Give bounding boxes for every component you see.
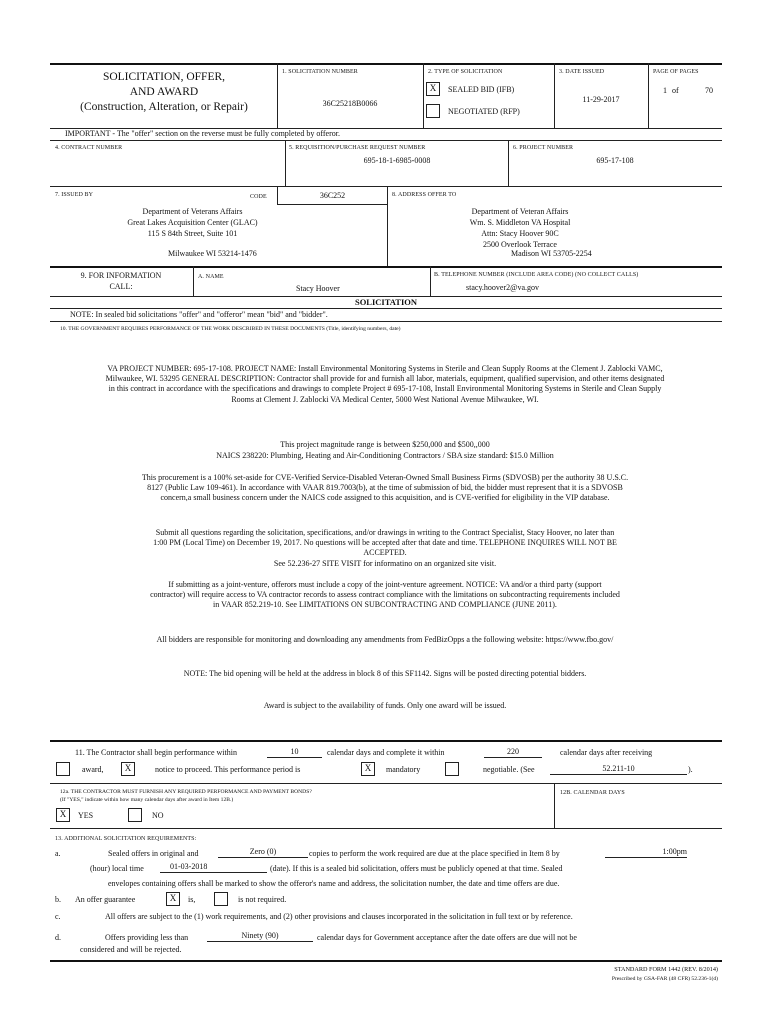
item-d-text-2: calendar days for Government acceptance after the date offers are due will not be: [317, 933, 577, 942]
form-identifier: STANDARD FORM 1442 (REV. 8/2014): [614, 966, 718, 973]
address-offer-line-1: Department of Veteran Affairs: [471, 207, 569, 216]
date-issued-label: 3. DATE ISSUED: [559, 69, 605, 75]
complete-days: 220: [484, 747, 542, 758]
guarantee-is-label: is,: [188, 895, 196, 904]
issued-by-code: 36C252: [319, 191, 346, 200]
guarantee-not-checkbox[interactable]: [214, 892, 228, 906]
item-d-text-3: considered and will be rejected.: [80, 945, 182, 954]
solicitation-number-label: 1. SOLICITATION NUMBER: [282, 69, 358, 75]
information-call-line-2: CALL:: [109, 282, 133, 291]
address-offer-label: 8. ADDRESS OFFER TO: [392, 192, 457, 198]
address-offer-line-2: Wm. S. Middleton VA Hospital: [469, 218, 571, 227]
prescribed-by: Prescribed by GSA-FAR (48 CFR) 52.236-1(d): [611, 976, 718, 982]
information-call-label: [52, 270, 190, 292]
contact-email: stacy.hoover2@va.gov: [466, 283, 540, 292]
block10-label: 10. THE GOVERNMENT REQUIRES PERFORMANCE OF THE WORK DESCRIBED IN THESE DOCUMENTS (Title, identifying numbers, date): [60, 326, 401, 332]
date-issued: 11-29-2017: [582, 95, 620, 104]
begin-days: 10: [267, 747, 322, 758]
issued-by-label: 7. ISSUED BY: [55, 192, 94, 198]
item-a-text-4: (date). If this is a sealed bid solicitation, offers must be publicly opened at that time. Sealed: [270, 864, 563, 873]
guarantee-is-checkbox[interactable]: X: [166, 892, 180, 906]
description-set-aside: This procurement is a 100% set-aside for CVE-Verified Service-Disabled Veteran-Owned Small Business Firms (SDVOSB) per the authority 38 U.S.C. 8127 (Public Law 109-461). In accordance with VAAR 819.7003(b), at the time of submission of bid, the bidder must represent that it is a SDVOSB concern,a small business concern under the NAICS code assigned to this acquisition, and is CVE-verified for eligibility in the VIP database.: [141, 473, 629, 503]
issued-by-city: Milwaukee WI 53214-1476: [168, 249, 257, 258]
block11-text-1: 11. The Contractor shall begin performance within: [75, 748, 237, 757]
notice-to-proceed-label: notice to proceed. This performance period is: [155, 765, 301, 774]
sealed-bid-label: SEALED BID (IFB): [448, 85, 515, 94]
issued-by-code-label: CODE: [250, 194, 267, 200]
page-number: 1: [663, 86, 667, 95]
item-b-letter: b.: [55, 895, 61, 904]
block11-text-2: calendar days and complete it within: [327, 748, 445, 757]
description-award: Award is subject to the availability of funds. Only one award will be issued.: [263, 701, 507, 710]
description-site-visit: See 52.236-27 SITE VISIT for informatino on an organized site visit.: [273, 559, 497, 568]
item-a-letter: a.: [55, 849, 61, 858]
description-magnitude: This project magnitude range is between $250,000 and $500,,000: [280, 440, 490, 449]
form-title-line-3: (Construction, Alteration, or Repair): [80, 101, 248, 113]
mandatory-checkbox[interactable]: X: [361, 762, 375, 776]
award-checkbox[interactable]: [56, 762, 70, 776]
description-questions: Submit all questions regarding the solicitation, specifications, and/or drawings in writing to the Contract Specialist, Stacy Hoover, no later than 1:00 PM (Local Time) on December 19, 2017. No questions will be accepted after that date and time. TELEPHONE INQUIRES WILL NOT BE ACCEPTED.: [153, 528, 617, 558]
calendar-days-label: 12B. CALENDAR DAYS: [560, 790, 625, 796]
telephone-label: B. TELEPHONE NUMBER (INCLUDE AREA CODE) (NO COLLECT CALLS): [434, 272, 639, 278]
item-d-letter: d.: [55, 933, 61, 942]
address-offer-city: Madison WI 53705-2254: [511, 249, 592, 258]
issued-by-address: [55, 206, 330, 239]
item-a-text-2: copies to perform the work required are due at the place specified in Item 8 by: [309, 849, 560, 858]
bonds-yes-label: YES: [78, 811, 94, 820]
information-call-line-1: 9. FOR INFORMATION: [80, 271, 162, 280]
project-number-label: 6. PROJECT NUMBER: [513, 145, 574, 151]
description-joint-venture: If submitting as a joint-venture, offerors must include a copy of the joint-venture agreement. NOTICE: VA and/or a third party (support contractor) will require access to VA contractor records to assess contract compliance with the limitations on subcontracting requirements included in VAAR 852.219-10. See LIMITATIONS ON SUBCONTRACTING AND COMPLIANCE (JUNE 2011).: [150, 580, 620, 610]
copies-count: Zero (0): [218, 847, 308, 858]
mandatory-label: mandatory: [386, 765, 421, 774]
contact-name-label: A. NAME: [198, 274, 224, 280]
total-pages: 70: [705, 86, 713, 95]
description-naics: NAICS 238220: Plumbing, Heating and Air-Conditioning Contractors / SBA size standard: $15.0 Million: [216, 451, 554, 460]
item-a-text-3: (hour) local time: [90, 864, 144, 873]
item-a-text-5: envelopes containing offers shall be marked to show the offeror's name and address, the solicitation number, the date and time offers are due.: [108, 879, 560, 888]
notice-to-proceed-checkbox[interactable]: X: [121, 762, 135, 776]
solicitation-note: NOTE: In sealed bid solicitations "offer" and "offeror" mean "bid" and "bidder".: [70, 310, 328, 319]
see-reference: 52.211-10: [550, 764, 687, 775]
negotiable-label: negotiable. (See: [483, 765, 535, 774]
requisition-number: 695-18-1-6985-0008: [363, 156, 431, 165]
contact-name: Stacy Hoover: [296, 284, 340, 293]
solicitation-type-label: 2. TYPE OF SOLICITATION: [428, 69, 503, 75]
form-title-line-1: SOLICITATION, OFFER,: [102, 71, 226, 83]
address-offer-line-3: Attn: Stacy Hoover 90C: [481, 229, 559, 238]
bonds-no-checkbox[interactable]: [128, 808, 142, 822]
project-number: 695-17-108: [596, 156, 634, 165]
item-d-text-1: Offers providing less than: [105, 933, 189, 942]
item-c-letter: c.: [55, 912, 61, 921]
item-b-text: An offer guarantee: [75, 895, 136, 904]
page-of-pages-label: PAGE OF PAGES: [653, 69, 699, 75]
award-label: award,: [82, 765, 104, 774]
negotiated-checkbox[interactable]: [426, 104, 440, 118]
contract-number-label: 4. CONTRACT NUMBER: [55, 145, 123, 151]
bonds-sub-label: (If "YES," indicate within how many calendar days after award in Item 12B.): [60, 797, 234, 803]
form-title-line-2: AND AWARD: [129, 86, 199, 98]
issued-by-line-1: Department of Veterans Affairs: [142, 207, 243, 216]
solicitation-number: 36C25218B0066: [322, 99, 378, 108]
additional-requirements-label: 13. ADDITIONAL SOLICITATION REQUIREMENTS:: [55, 836, 197, 842]
acceptance-days: Ninety (90): [207, 931, 313, 942]
item-c-text: All offers are subject to the (1) work requirements, and (2) other provisions and clauses incorporated in the solicitation in full text or by reference.: [105, 912, 573, 921]
solicitation-header: SOLICITATION: [354, 297, 418, 307]
block11-text-3: calendar days after receiving: [560, 748, 653, 757]
requisition-number-label: 5. REQUISITION/PURCHASE REQUEST NUMBER: [289, 145, 426, 151]
issued-by-line-2: Great Lakes Acquisition Center (GLAC): [127, 218, 258, 227]
description-amendments: All bidders are responsible for monitoring and downloading any amendments from FedBizOpps a the following website: https://www.fbo.gov/: [156, 635, 614, 644]
address-offer-line-4: 2500 Overlook Terrace: [483, 240, 557, 249]
see-reference-close: ).: [688, 765, 693, 774]
guarantee-not-label: is not required.: [238, 895, 287, 904]
issued-by-line-3: 115 S 84th Street, Suite 101: [147, 229, 238, 238]
page-of-text: of: [672, 86, 679, 95]
due-date: 01-03-2018: [160, 862, 267, 873]
bonds-yes-checkbox[interactable]: X: [56, 808, 70, 822]
description-project: VA PROJECT NUMBER: 695-17-108. PROJECT NAME: Install Environmental Monitoring Systems in Sterile and Clean Supply Rooms at the Clement J. Zablocki VAMC, Milwaukee, WI. 53295 GENERAL DESCRIPTION: Contractor shall provide for and furnish all labor, materials, equipment, qualified supervision, and other items designated in this contract in accordance with the specifications and drawings to complete Project # 695-17-108, Install Environmental Monitoring Systems in Sterile and Clean Supply Rooms at Clement J. Zablocki VA Medical Center, 5000 West National Avenue Milwaukee, WI.: [105, 364, 665, 404]
bonds-label: 12a. THE CONTRACTOR MUST FURNISH ANY REQUIRED PERFORMANCE AND PAYMENT BONDS?: [60, 789, 312, 795]
due-time: 1:00pm: [605, 847, 687, 858]
sealed-bid-checkbox[interactable]: X: [426, 82, 440, 96]
item-a-text-1: Sealed offers in original and: [108, 849, 199, 858]
description-bid-opening: NOTE: The bid opening will be held at the address in block 8 of this SF1142. Signs will be posted directing potential bidders.: [183, 669, 587, 678]
form-title: [55, 70, 273, 115]
negotiable-checkbox[interactable]: [445, 762, 459, 776]
negotiated-label: NEGOTIATED (RFP): [448, 107, 520, 116]
address-offer: [420, 206, 620, 250]
important-note: IMPORTANT - The "offer" section on the reverse must be fully completed by offeror.: [65, 129, 340, 138]
bonds-no-label: NO: [152, 811, 164, 820]
